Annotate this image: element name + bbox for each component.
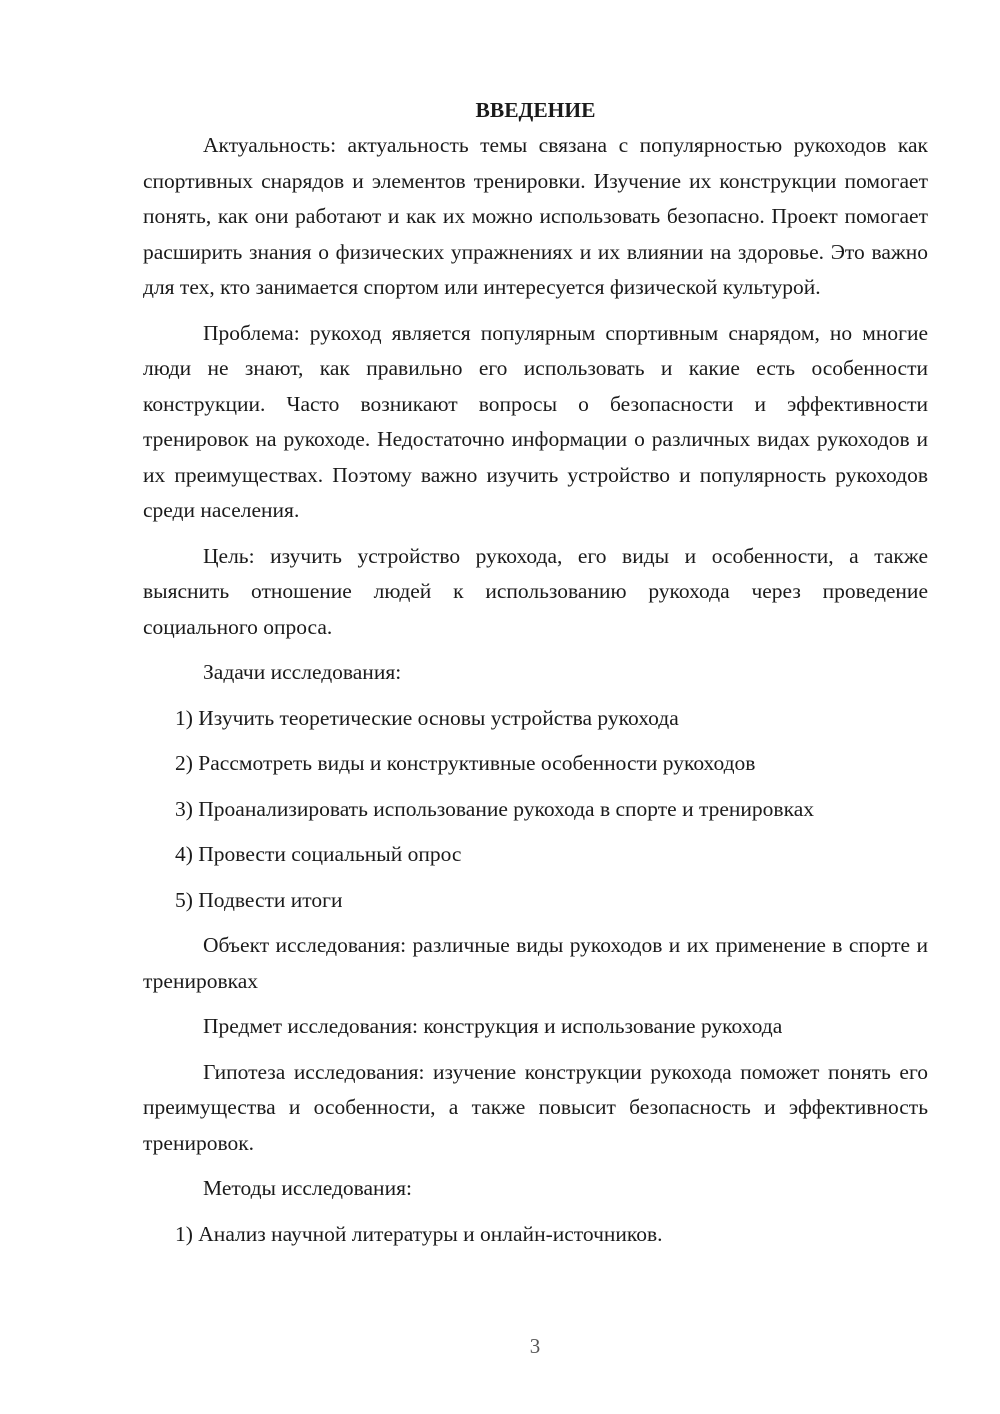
task-item-4: 4) Провести социальный опрос [175,842,462,866]
object-paragraph: Объект исследования: различные виды рукоходов и их применение в спорте и тренировках [143,933,928,993]
problem-paragraph: Проблема: рукоход является популярным спортивным снарядом, но многие люди не знают, как правильно его использовать и какие есть особенности конструкции. Часто возникают вопросы о безопасности и эффективности тренировок на рукоходе. Недостаточно информации о различных видах рукоходов и их преимуществах. Поэтому важно изучить устройство и популярность рукоходов среди населения. [143,320,928,522]
task-item-1: 1) Изучить теоретические основы устройства рукохода [175,705,679,730]
task-item-2: 2) Рассмотреть виды и конструктивные особенности рукоходов [175,751,756,775]
page-number: 3 [529,1334,541,1358]
task-item-3: 3) Проанализировать использование рукохода в спорте и тренировках [175,796,814,821]
method-item-1: 1) Анализ научной литературы и онлайн-источников. [175,1221,663,1246]
document-page [143,92,928,1252]
methods-heading: Методы исследования: [203,1176,412,1200]
tasks-heading: Задачи исследования: [203,660,402,684]
hypothesis-paragraph: Гипотеза исследования: изучение конструкции рукохода поможет понять его преимущества и особенности, а также повысит безопасность и эффективность тренировок. [143,1059,928,1155]
relevance-paragraph: Актуальность: актуальность темы связана с популярностью рукоходов как спортивных снарядов и элементов тренировки. Изучение их конструкции помогает понять, как они работают и как их можно использовать безопасно. Проект помогает расширить знания о физических упражнениях и их влиянии на здоровье. Это важно для тех, кто занимается спортом или интересуется физической культурой. [143,133,928,299]
task-item-5: 5) Подвести итоги [175,887,343,912]
subject-paragraph: Предмет исследования: конструкция и использование рукохода [203,1014,783,1038]
goal-paragraph: Цель: изучить устройство рукохода, его виды и особенности, а также выяснить отношение людей к использованию рукохода через проведение социального опроса. [143,543,928,639]
section-title: ВВЕДЕНИЕ [475,98,596,122]
